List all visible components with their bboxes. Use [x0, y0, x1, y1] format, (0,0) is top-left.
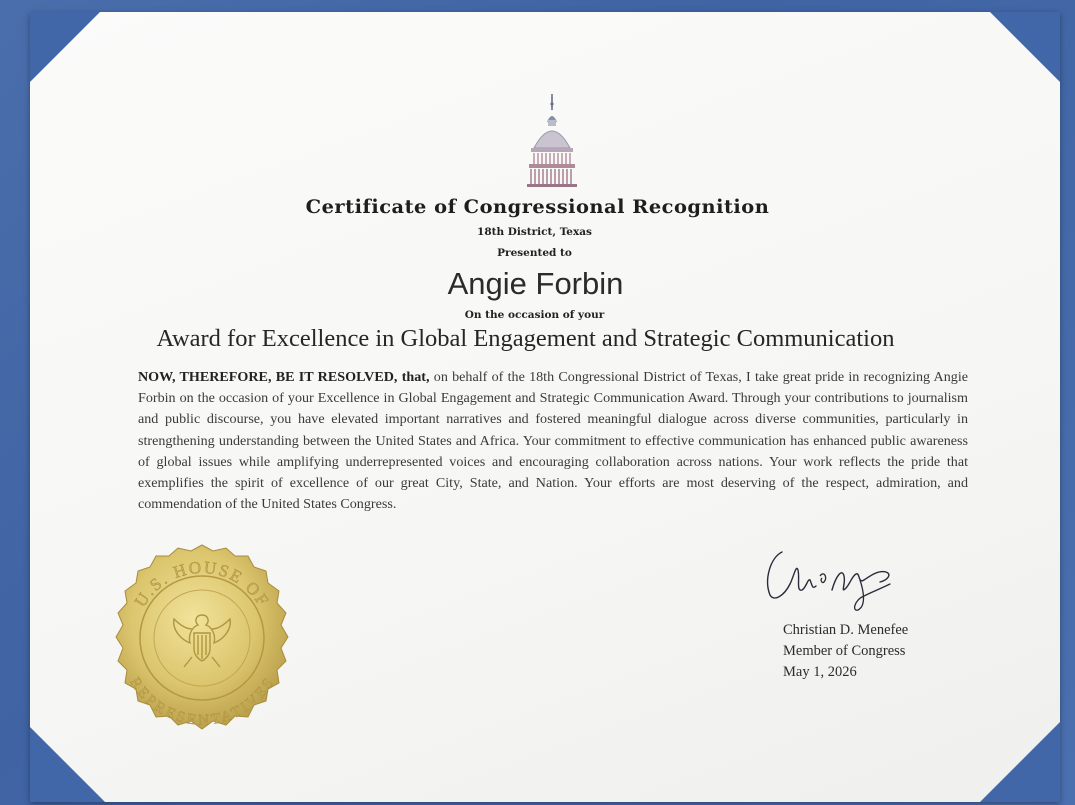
capitol-dome-icon: [524, 92, 584, 192]
presented-to-label: Presented to: [497, 247, 572, 259]
recipient-name: Angie Forbin: [447, 266, 624, 301]
corner-mount-bottom-right: [980, 722, 1060, 802]
resolution-lead: NOW, THEREFORE, BE IT RESOLVED,: [138, 369, 398, 385]
award-name: Award for Excellence in Global Engagement and Strategic Communication: [156, 325, 895, 352]
seal-text-bottom: REPRESENTATIVES: [126, 674, 278, 729]
certificate-title: Certificate of Congressional Recognition: [305, 196, 770, 218]
handwritten-signature: [760, 540, 910, 615]
signer-name: Christian D. Menefee: [783, 622, 909, 638]
corner-mount-top-right: [990, 12, 1060, 82]
resolution-body: on behalf of the 18th Congressional District of Texas, I take great pride in recognizing Angie Forbin on the occasion of your Excellence in Global Engagement and Strategic Communication Award. Through your contributions to journalism and public discourse, you have elevated important narratives and fostered meaningful dialogue across diverse communities, particularly in strengthening understanding between the United States and Africa. Your commitment to effective communication has enhanced public awareness of global issues while amplifying underrepresented voices and encouraging collaboration across nations. Your work reflects the pride that exemplifies the spirit of excellence of our great City, State, and Nation. Your efforts are most deserving of the respect, admiration, and commendation of the United States Congress.: [138, 369, 968, 513]
house-seal: [106, 543, 298, 735]
corner-mount-top-left: [30, 12, 100, 82]
corner-mount-bottom-left: [30, 727, 105, 802]
seal-text-top: U.S. HOUSE OF: [130, 557, 274, 611]
signature-date: May 1, 2026: [783, 664, 857, 680]
district-line: 18th District, Texas: [477, 226, 592, 238]
occasion-label: On the occasion of your: [464, 309, 605, 321]
signer-title: Member of Congress: [783, 643, 906, 659]
signer-block: [783, 620, 908, 683]
resolution-that: that,: [401, 369, 430, 385]
resolution-text: [138, 367, 968, 515]
